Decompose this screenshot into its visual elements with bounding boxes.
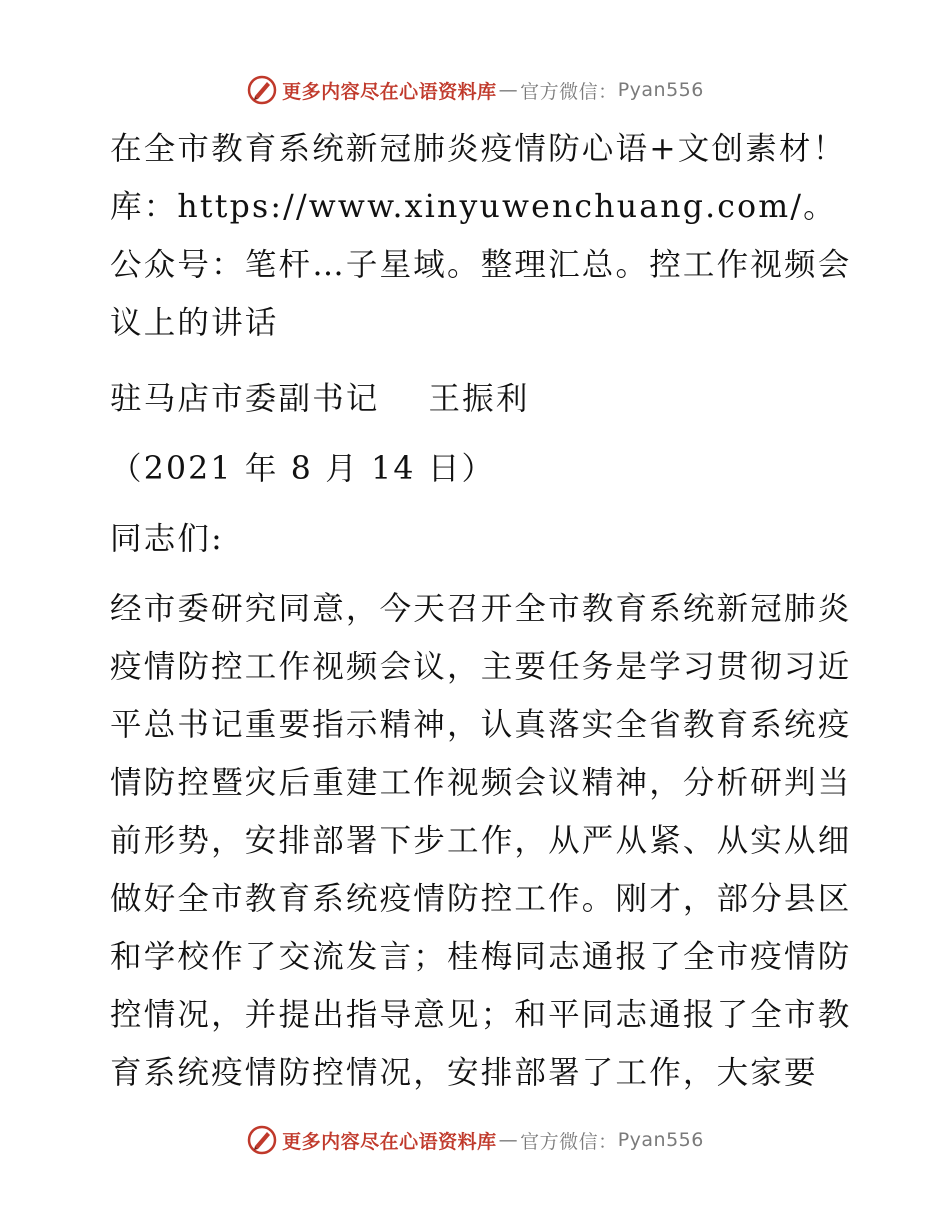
document-content: [98, 120, 858, 1102]
document-title: 在全市教育系统新冠肺炎疫情防心语+文创素材！库：https://www.xinyuwenchuang.com/。公众号：笔杆…子星域。整理汇总。控工作视频会议上的讲话: [110, 131, 852, 341]
watermark-wechat-label: 官方微信：: [520, 80, 618, 103]
watermark-wechat-label: 官方微信：: [520, 1130, 618, 1153]
watermark-brand: 更多内容尽在心语资料库: [282, 80, 497, 103]
watermark-brand: 更多内容尽在心语资料库: [282, 1130, 497, 1153]
watermark-separator: —: [498, 1129, 519, 1151]
watermark-separator: —: [498, 79, 519, 101]
date-line: （2021 年 8 月 14 日）: [110, 451, 496, 487]
pen-seal-icon: [246, 1124, 278, 1156]
watermark-wechat-id: Pyan556: [617, 1129, 704, 1151]
header-watermark: [0, 70, 950, 110]
watermark-wechat-id: Pyan556: [617, 79, 704, 101]
footer-watermark: [0, 1120, 950, 1160]
body-paragraph: 经市委研究同意，今天召开全市教育系统新冠肺炎疫情防控工作视频会议，主要任务是学习贯彻习近平总书记重要指示精神，认真落实全省教育系统疫情防控暨灾后重建工作视频会议精神，分析研判当前形势，安排部署下步工作，从严从紧、从实从细做好全市教育系统疫情防控工作。刚才，部分县区和学校作了交流发言；桂梅同志通报了全市疫情防控情况，并提出指导意见；和平同志通报了全市教育系统疫情防控情况，安排部署了工作，大家要: [110, 591, 852, 1091]
pen-seal-icon: [246, 74, 278, 106]
speaker-line: 驻马店市委副书记 王振利: [110, 381, 530, 417]
salutation: 同志们:: [110, 521, 224, 557]
